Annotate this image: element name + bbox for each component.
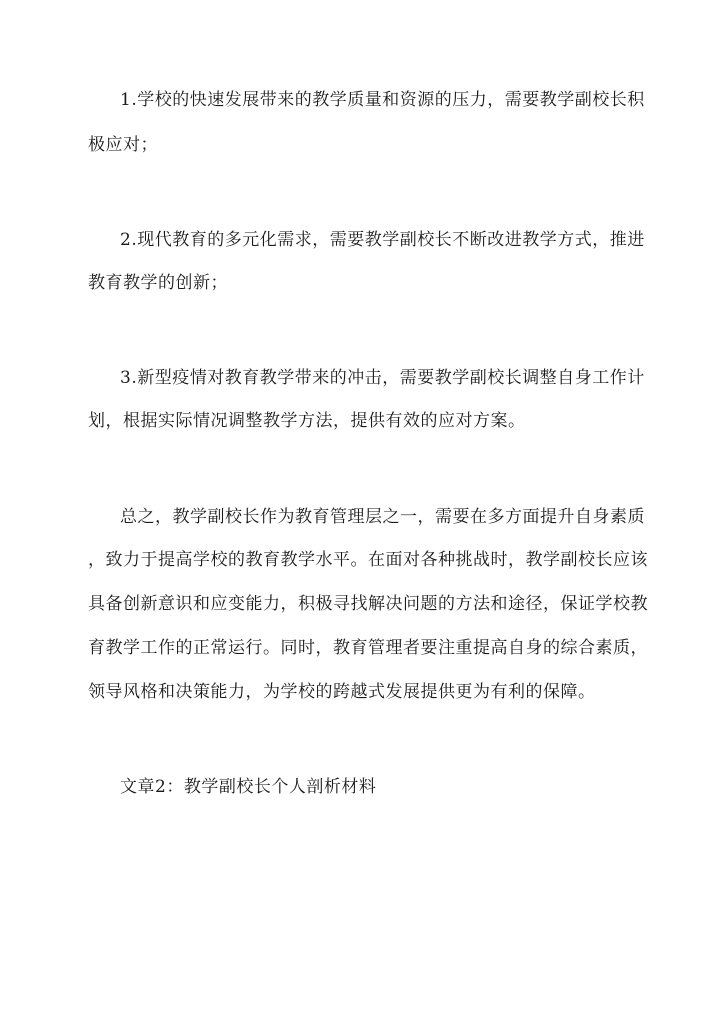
summary-line-3: 具备创新意识和应变能力，积极寻找解决问题的方法和途径，保证学校教 (88, 594, 648, 614)
next-article-title: 文章2：教学副校长个人剖析材料 (120, 777, 377, 797)
item-2-line-2: 教育教学的创新； (88, 273, 228, 293)
summary-line-1: 总之，教学副校长作为教育管理层之一，需要在多方面提升自身素质 (120, 507, 645, 527)
item-3-line-2: 划，根据实际情况调整教学方法，提供有效的应对方案。 (88, 411, 526, 431)
item-2-line-1: 2.现代教育的多元化需求，需要教学副校长不断改进教学方式，推进 (120, 230, 645, 250)
item-3-line-1: 3.新型疫情对教育教学带来的冲击，需要教学副校长调整自身工作计 (120, 368, 645, 388)
summary-line-5: 领导风格和决策能力，为学校的跨越式发展提供更为有利的保障。 (88, 682, 596, 702)
summary-line-2: ，致力于提高学校的教育教学水平。在面对各种挑战时，教学副校长应该 (88, 550, 648, 570)
summary-line-4: 育教学工作的正常运行。同时，教育管理者要注重提高自身的综合素质， (88, 638, 648, 658)
item-1-line-1: 1.学校的快速发展带来的教学质量和资源的压力，需要教学副校长积 (120, 90, 645, 110)
item-1-line-2: 极应对； (88, 135, 158, 155)
